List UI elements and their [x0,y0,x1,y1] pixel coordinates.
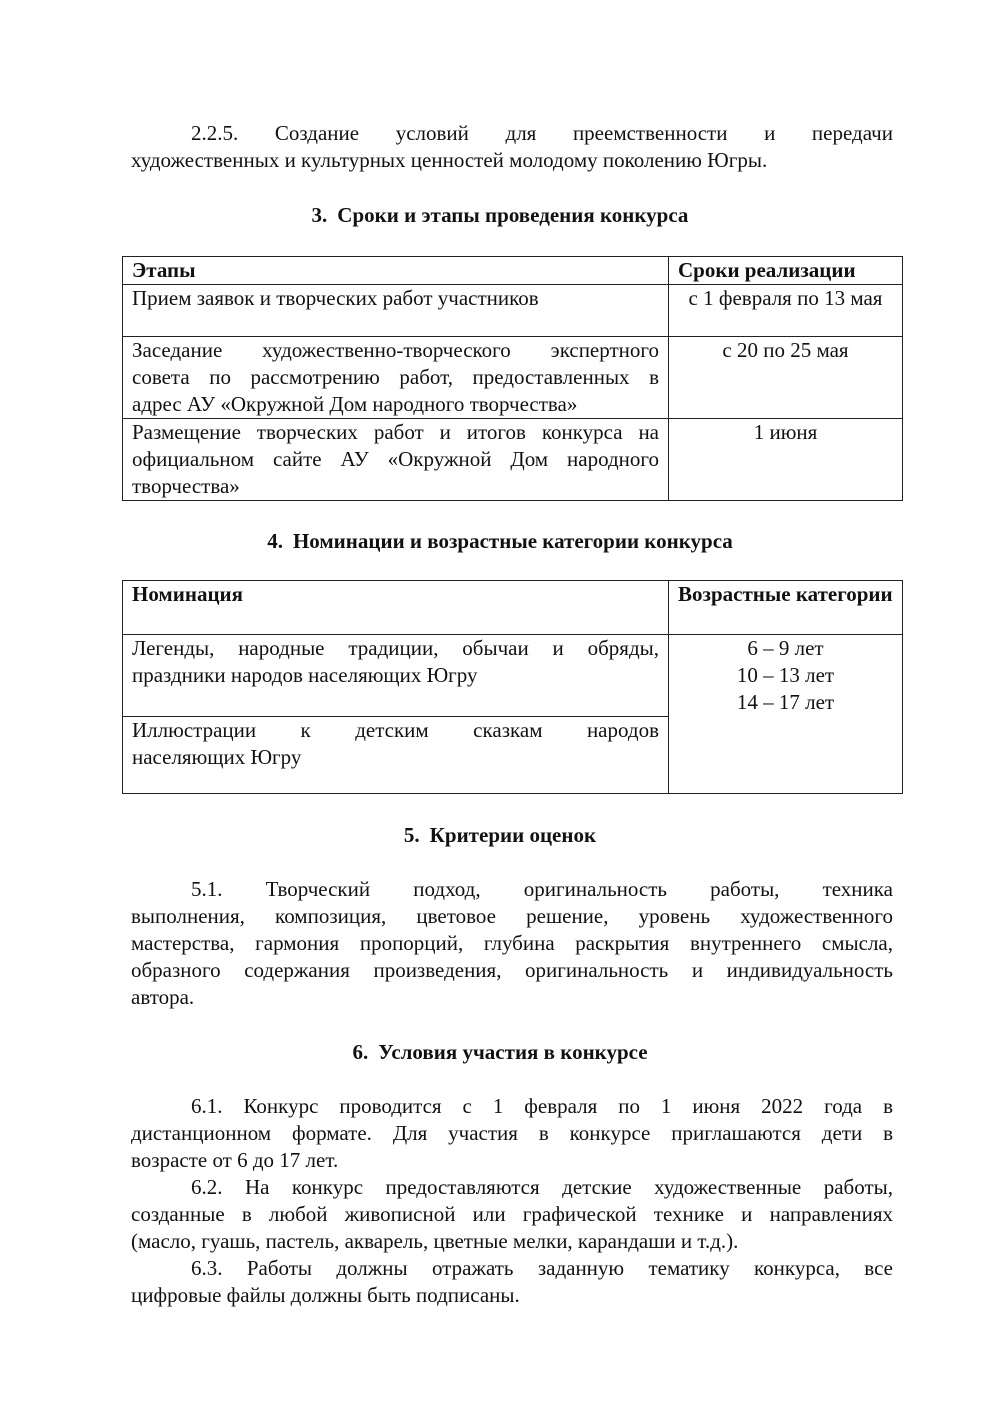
text-line: выполнения, композиция, цветовое решение, уровень художественного [131,904,893,928]
section-4-heading [0,528,1000,555]
text-line: Прием заявок и творческих работ участников [132,286,539,310]
age-categories-cell [669,635,903,794]
text-line: адрес АУ «Окружной Дом народного творчества» [132,392,578,416]
text-line: созданные в любой живописной или графической технике и направлениях [131,1202,893,1226]
table-row [123,337,903,419]
text-line: возрасте от 6 до 17 лет. [131,1148,339,1172]
table-row [123,419,903,501]
stage-cell [123,285,669,337]
text-line: 6.1. Конкурс проводится с 1 февраля по 1 июня 2022 года в [191,1094,893,1118]
text-line: дистанционном формате. Для участия в конкурсе приглашаются дети в [131,1121,893,1145]
period-cell: 1 июня [669,419,903,501]
section-5-heading [0,822,1000,849]
text-line: творчества» [132,474,240,498]
column-header-period: Сроки реализации [669,257,903,285]
text-line: населяющих Югру [132,745,302,769]
text-line: цифровые файлы должны быть подписаны. [131,1283,520,1307]
text-line: праздники народов населяющих Югру [132,663,478,687]
table-header-row [123,581,903,635]
section-number: 5. [403,823,420,847]
stage-cell [123,337,669,419]
text-line: официальном сайте АУ «Окружной Дом народного [132,447,659,471]
nomination-cell [123,635,669,717]
table-row [123,285,903,337]
text-line: Иллюстрации к детским сказкам народов [132,718,659,742]
paragraph-6-2 [131,1174,893,1255]
paragraph-5-1 [131,876,893,1011]
text-line: Легенды, народные традиции, обычаи и обряды, [132,636,659,660]
text-line: 6.3. Работы должны отражать заданную тематику конкурса, все [191,1256,893,1280]
paragraph-2-2-5 [131,120,893,174]
text-line: образного содержания произведения, оригинальность и индивидуальность [131,958,893,982]
stage-cell [123,419,669,501]
section-title: Критерии оценок [429,823,597,847]
table-row [123,635,903,717]
column-header-stages: Этапы [123,257,669,285]
section-title: Условия участия в конкурсе [378,1040,648,1064]
section-3-heading [0,202,1000,229]
section-6-heading [0,1039,1000,1066]
column-header-nomination: Номинация [123,581,669,635]
paragraph-6-3 [131,1255,893,1309]
text-line: художественных и культурных ценностей молодому поколению Югры. [131,148,768,172]
section-number: 6. [352,1040,369,1064]
age-category: 14 – 17 лет [736,690,835,714]
table-header-row [123,257,903,285]
text-line: Заседание художественно-творческого экспертного [132,338,659,362]
nomination-cell [123,717,669,794]
column-header-age: Возрастные категории [669,581,903,635]
text-line: автора. [131,985,195,1009]
schedule-table [122,256,903,501]
period-cell: с 20 по 25 мая [669,337,903,419]
section-title: Сроки и этапы проведения конкурса [337,203,689,227]
text-line: совета по рассмотрению работ, предоставленных в [132,365,659,389]
paragraph-6-1 [131,1093,893,1174]
text-line: 5.1. Творческий подход, оригинальность работы, техника [191,877,893,901]
text-line: 2.2.5. Создание условий для преемственности и передачи [191,121,893,145]
section-title: Номинации и возрастные категории конкурса [292,529,733,553]
nominations-table [122,580,903,794]
period-cell: с 1 февраля по 13 мая [669,285,903,337]
section-number: 3. [311,203,328,227]
text-line: мастерства, гармония пропорций, глубина раскрытия внутреннего смысла, [131,931,893,955]
text-line: Размещение творческих работ и итогов конкурса на [132,420,659,444]
section-number: 4. [267,529,283,553]
text-line: (масло, гуашь, пастель, акварель, цветные мелки, карандаши и т.д.). [131,1229,739,1253]
age-category: 10 – 13 лет [736,663,835,687]
text-line: 6.2. На конкурс предоставляются детские художественные работы, [191,1175,893,1199]
age-category: 6 – 9 лет [747,636,824,660]
